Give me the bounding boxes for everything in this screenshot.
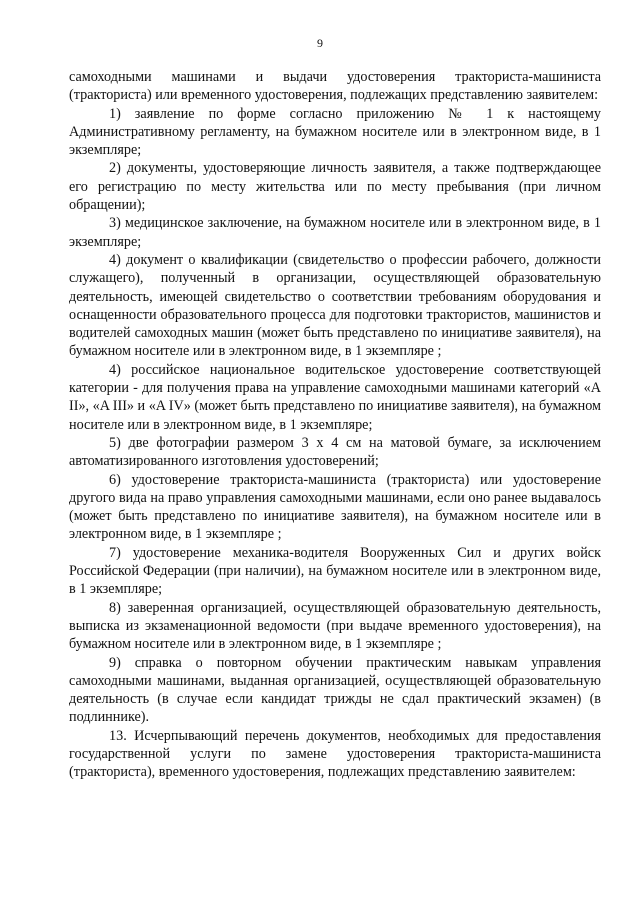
list-item-2: 2) документы, удостоверяющие личность заявителя, а также подтверждающее его регистрацию по месту жительства или по месту пребывания (при личном обращении); [69, 160, 601, 214]
paragraph-intro: самоходными машинами и выдачи удостоверения тракториста-машиниста (тракториста) или временного удостоверения, подлежащих представлению заявителем: [69, 69, 601, 104]
list-item-4-license: 4) российское национальное водительское удостоверение соответствующей категории - для получения права на управление самоходными машинами категорий «A II», «A III» и «A IV» (может быть представлено по инициативе заявителя), на бумажном носителе или в электронном виде, в 1 экземпляре; [69, 361, 601, 433]
list-item-1: 1) заявление по форме согласно приложению № 1 к настоящему Административному регламенту, на бумажном носителе или в электронном виде, в 1 экземпляре; [69, 105, 601, 159]
list-item-6: 6) удостоверение тракториста-машиниста (тракториста) или удостоверение другого вида на право управления самоходными машинами, если оно ранее выдавалось (может быть представлено по инициативе заявителя), на бумажном носителе или в электронном виде, в 1 экземпляре ; [69, 471, 601, 543]
list-item-5: 5) две фотографии размером 3 х 4 см на матовой бумаге, за исключением автоматизированного изготовления удостоверений; [69, 434, 601, 470]
list-item-7: 7) удостоверение механика-водителя Вооруженных Сил и других войск Российской Федерации (при наличии), на бумажном носителе или в электронном виде, в 1 экземпляре; [69, 544, 601, 598]
list-item-9: 9) справка о повторном обучении практическим навыкам управления самоходными машинами, выданная организацией, осуществляющей образовательную деятельность (в случае если кандидат трижды не сдал практический экзамен) (в подлиннике). [69, 654, 601, 726]
section-13: 13. Исчерпывающий перечень документов, необходимых для предоставления государственной услуги по замене удостоверения тракториста-машиниста (тракториста), временного удостоверения, подлежащих представлению заявителем: [69, 727, 601, 781]
document-body [69, 68, 601, 782]
list-item-4-qualification: 4) документ о квалификации (свидетельство о профессии рабочего, должности служащего), полученный в организации, осуществляющей образовательную деятельность, имеющей свидетельство о соответствии требованиям оборудования и оснащенности образовательного процесса для подготовки трактористов, машинистов и водителей самоходных машин (может быть представлено по инициативе заявителя), на бумажном носителе или в электронном виде, в 1 экземпляре ; [69, 251, 601, 360]
page-number: 9 [317, 36, 323, 50]
list-item-8: 8) заверенная организацией, осуществляющей образовательную деятельность, выписка из экзаменационной ведомости (при выдаче временного удостоверения), на бумажном носителе или в электронном виде, в 1 экземпляре ; [69, 599, 601, 653]
list-item-3: 3) медицинское заключение, на бумажном носителе или в электронном виде, в 1 экземпляре; [69, 215, 601, 250]
